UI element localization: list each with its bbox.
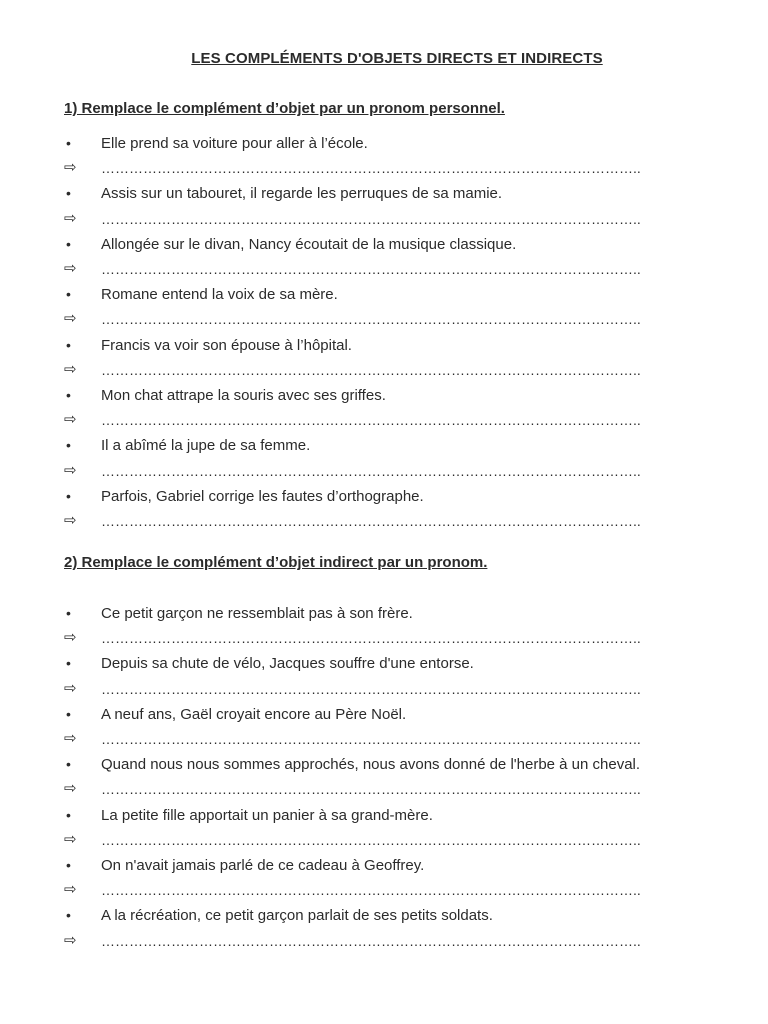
bullet-icon: • xyxy=(66,336,71,353)
exercise-sentence xyxy=(64,652,474,674)
answer-dots[interactable]: …………………………………………………………………………………………………….. xyxy=(101,513,641,529)
exercise-sentence xyxy=(64,753,640,775)
exercise-sentence xyxy=(64,334,352,356)
answer-line[interactable] xyxy=(64,930,699,952)
arrow-right-icon: ⇨ xyxy=(64,679,77,697)
arrow-right-icon: ⇨ xyxy=(64,730,77,747)
arrow-right-icon: ⇨ xyxy=(64,780,77,798)
section1-heading: 1) Remplace le complément d’objet par un pronom personnel. xyxy=(64,100,505,117)
exercise-sentence xyxy=(64,132,368,154)
exercise-sentence xyxy=(64,384,386,406)
sentence-text: Allongée sur le divan, Nancy écoutait de la musique classique. xyxy=(101,235,517,253)
answer-dots[interactable]: …………………………………………………………………………………………………….. xyxy=(101,160,641,177)
answer-dots[interactable]: …………………………………………………………………………………………………….. xyxy=(101,261,641,277)
exercise-sentence xyxy=(64,904,493,926)
sentence-text: La petite fille apportait un panier à sa grand-mère. xyxy=(101,806,433,824)
sentence-text: Mon chat attrape la souris avec ses griffes. xyxy=(101,387,386,404)
answer-dots[interactable]: …………………………………………………………………………………………………….. xyxy=(101,882,641,899)
answer-line[interactable] xyxy=(64,728,699,750)
sentence-text: Depuis sa chute de vélo, Jacques souffre d'une entorse. xyxy=(101,655,474,673)
answer-dots[interactable]: …………………………………………………………………………………………………….. xyxy=(101,831,641,848)
sentence-text: Elle prend sa voiture pour aller à l’école. xyxy=(101,135,368,152)
answer-line[interactable] xyxy=(64,678,699,700)
exercise-sentence xyxy=(64,434,310,456)
bullet-icon: • xyxy=(66,907,71,924)
bullet-icon: • xyxy=(66,235,71,252)
answer-line[interactable] xyxy=(64,258,699,280)
sentence-text: Francis va voir son épouse à l’hôpital. xyxy=(101,336,352,354)
answer-dots[interactable]: …………………………………………………………………………………………………….. xyxy=(101,731,641,747)
sentence-text: Quand nous nous sommes approchés, nous avons donné de l'herbe à un cheval. xyxy=(101,756,641,774)
exercise-sentence xyxy=(64,485,424,507)
exercise-sentence xyxy=(64,804,433,826)
sentence-text: Il a abîmé la jupe de sa femme. xyxy=(101,437,311,455)
bullet-icon: • xyxy=(66,756,71,773)
arrow-right-icon: ⇨ xyxy=(64,461,77,479)
answer-line[interactable] xyxy=(64,409,699,431)
answer-dots[interactable]: …………………………………………………………………………………………………….. xyxy=(101,781,641,798)
answer-line[interactable] xyxy=(64,778,699,800)
bullet-icon: • xyxy=(66,857,71,873)
bullet-icon: • xyxy=(66,185,71,202)
exercise-sentence xyxy=(64,283,338,305)
arrow-right-icon: ⇨ xyxy=(64,310,77,328)
answer-line[interactable] xyxy=(64,359,699,381)
answer-dots[interactable]: …………………………………………………………………………………………………….. xyxy=(101,462,641,479)
answer-dots[interactable]: …………………………………………………………………………………………………….. xyxy=(101,361,641,378)
answer-line[interactable] xyxy=(64,308,699,330)
sentence-text: Romane entend la voix de sa mère. xyxy=(101,286,338,304)
arrow-right-icon: ⇨ xyxy=(64,209,77,227)
answer-dots[interactable]: …………………………………………………………………………………………………….. xyxy=(101,412,641,429)
sentence-text: Assis sur un tabouret, il regarde les perruques de sa mamie. xyxy=(101,185,503,203)
answer-dots[interactable]: …………………………………………………………………………………………………….. xyxy=(101,932,641,949)
answer-line[interactable] xyxy=(64,510,699,532)
bullet-icon: • xyxy=(66,655,71,672)
answer-line[interactable] xyxy=(64,460,699,482)
arrow-right-icon: ⇨ xyxy=(64,629,77,647)
sentence-text: Ce petit garçon ne ressemblait pas à son frère. xyxy=(101,605,413,622)
bullet-icon: • xyxy=(66,705,71,722)
sentence-text: On n'avait jamais parlé de ce cadeau à Geoffrey. xyxy=(101,857,425,874)
bullet-icon: • xyxy=(66,605,71,621)
arrow-right-icon: ⇨ xyxy=(64,830,77,848)
answer-dots[interactable]: …………………………………………………………………………………………………….. xyxy=(101,311,641,328)
answer-line[interactable] xyxy=(64,208,699,230)
answer-line[interactable] xyxy=(64,829,699,851)
arrow-right-icon: ⇨ xyxy=(64,512,77,529)
bullet-icon: • xyxy=(66,806,71,823)
exercise-sentence xyxy=(64,854,424,876)
sentence-text: A neuf ans, Gaël croyait encore au Père Noël. xyxy=(101,705,407,723)
bullet-icon: • xyxy=(66,487,71,504)
answer-line[interactable] xyxy=(64,157,699,179)
bullet-icon: • xyxy=(66,135,71,151)
arrow-right-icon: ⇨ xyxy=(64,931,77,949)
answer-line[interactable] xyxy=(64,879,699,901)
worksheet-title: LES COMPLÉMENTS D'OBJETS DIRECTS ET INDIRECTS xyxy=(191,50,603,67)
exercise-sentence xyxy=(64,233,516,255)
answer-dots[interactable]: …………………………………………………………………………………………………….. xyxy=(101,210,641,227)
section2-heading: 2) Remplace le complément d’objet indirect par un pronom. xyxy=(64,554,488,571)
bullet-icon: • xyxy=(66,437,71,454)
arrow-right-icon: ⇨ xyxy=(64,360,77,378)
bullet-icon: • xyxy=(66,286,71,303)
exercise-sentence xyxy=(64,703,406,725)
exercise-sentence xyxy=(64,602,413,624)
answer-dots[interactable]: …………………………………………………………………………………………………….. xyxy=(101,630,641,647)
sentence-text: Parfois, Gabriel corrige les fautes d’orthographe. xyxy=(101,487,424,505)
answer-line[interactable] xyxy=(64,627,699,649)
bullet-icon: • xyxy=(66,387,71,403)
sentence-text: A la récréation, ce petit garçon parlait de ses petits soldats. xyxy=(101,907,493,925)
arrow-right-icon: ⇨ xyxy=(64,260,77,277)
arrow-right-icon: ⇨ xyxy=(64,411,77,429)
arrow-right-icon: ⇨ xyxy=(64,881,77,899)
exercise-sentence xyxy=(64,182,502,204)
arrow-right-icon: ⇨ xyxy=(64,159,77,177)
answer-dots[interactable]: …………………………………………………………………………………………………….. xyxy=(101,680,641,697)
